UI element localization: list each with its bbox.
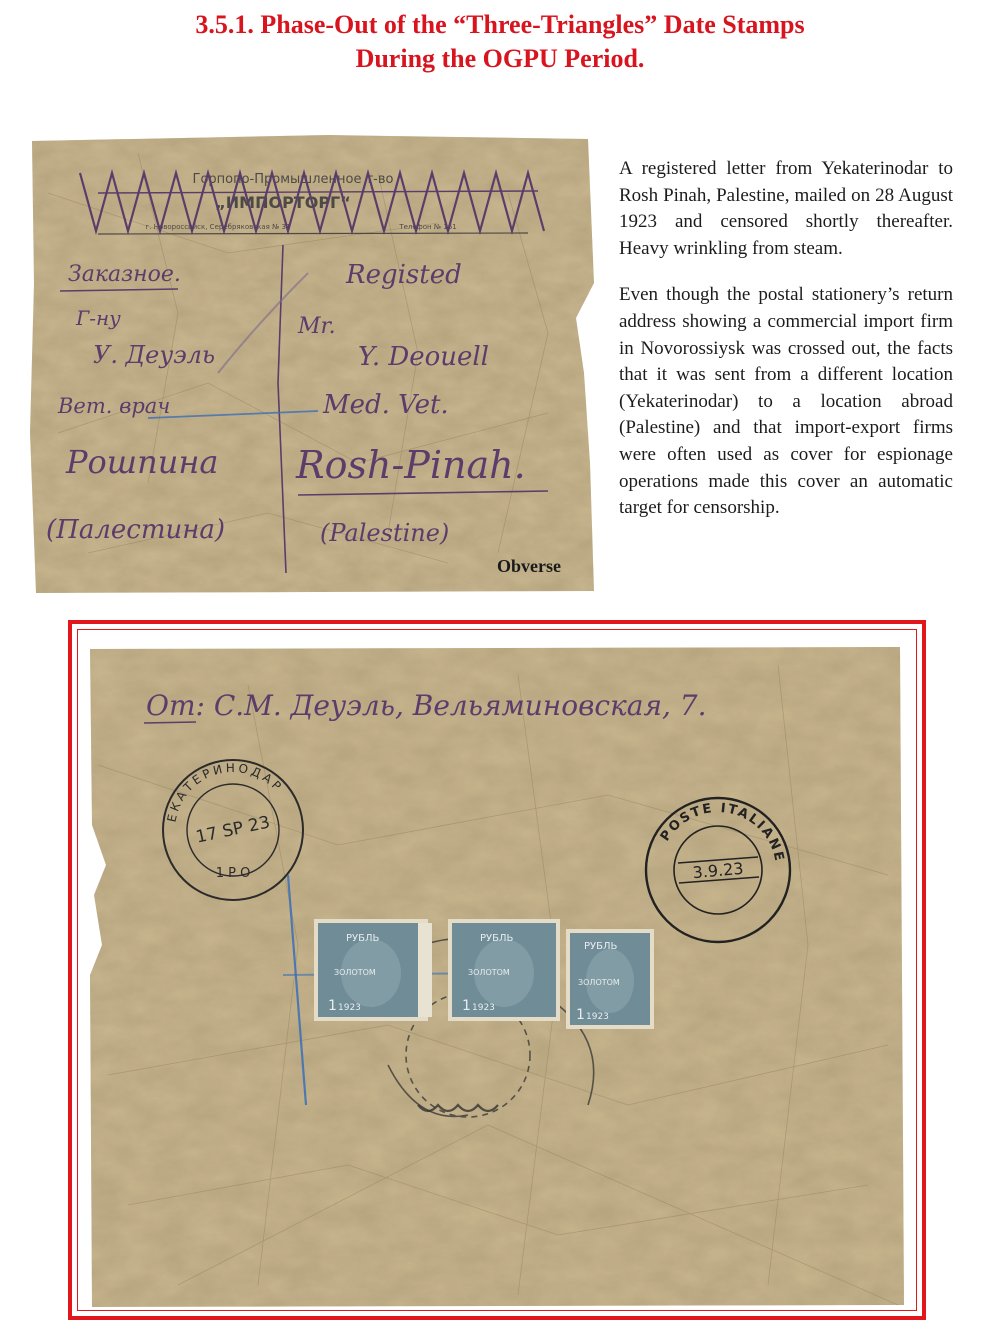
- registered-ru: Заказное.: [68, 262, 181, 287]
- page-title: [0, 8, 1000, 76]
- address-ru-city: Рошпина: [66, 443, 219, 481]
- stamp-3-year: 1923: [586, 1012, 609, 1022]
- postmark-italian-ring: POSTE ITALIANE: [657, 800, 787, 865]
- registered-en: Registed: [346, 260, 462, 290]
- letterhead-line-3: г. Новороссийск, Серебряковская № 31: [145, 223, 291, 231]
- stamp-1-caption: ЗОЛОТОМ: [334, 968, 376, 977]
- description: [619, 156, 953, 542]
- stamp-overprint-strip: [418, 923, 432, 1017]
- letterhead-line-1: Горпопо-Промышленное т-во: [192, 172, 394, 187]
- letterhead-line-2: „ИМПОРТОРГ“: [215, 193, 351, 212]
- letterhead-line-4: Телефон № 161: [399, 223, 457, 231]
- stamp-3-caption: ЗОЛОТОМ: [578, 978, 620, 987]
- stamp-strip: [314, 919, 654, 1029]
- stamp-2-value: 1: [462, 998, 471, 1014]
- postmark-russian-ring: ЕКАТЕРИНОДАР: [164, 760, 286, 824]
- postmark-russian-sub: 1 Р О: [215, 866, 251, 881]
- stamp-3-unit: РУБЛЬ: [584, 941, 618, 952]
- address-ru-country: (Палестина): [46, 515, 225, 545]
- description-paragraph-2: Even though the postal stationery’s return address showing a commercial import firm in Novorossiysk was crossed out, the facts that it was sent from a different location (Yekaterinodar) to a location abroad (Palestine) and that import-export firms were often used as cover for espionage operations made this cover an automatic target for censorship.: [619, 284, 953, 519]
- description-paragraph-1: A registered letter from Yekaterinodar to Rosh Pinah, Palestine, mailed on 28 August 1923 and censored shortly thereafter. Heavy wrinkling from steam.: [619, 158, 953, 259]
- stamp-1-unit: РУБЛЬ: [346, 933, 380, 944]
- address-en-city: Rosh-Pinah.: [296, 443, 526, 487]
- address-en-country: (Palestine): [320, 519, 450, 547]
- sender-address: От: С.М. Деуэль, Вельяминовская, 7.: [146, 689, 707, 722]
- stamp-2-caption: ЗОЛОТОМ: [468, 968, 510, 977]
- stamp-1-value: 1: [328, 998, 337, 1014]
- stamp-3-value: 1: [576, 1007, 585, 1023]
- address-ru-line-1: Г-ну: [76, 306, 121, 330]
- cover-obverse-drawing: [28, 133, 596, 595]
- page-title-line-2: During the OGPU Period.: [355, 44, 645, 73]
- stamp-2-year: 1923: [472, 1003, 495, 1013]
- cover-reverse-drawing: [88, 645, 906, 1310]
- address-ru-line-2: У. Деуэль: [93, 341, 216, 369]
- stamp-2-unit: РУБЛЬ: [480, 933, 514, 944]
- stamp-1-year: 1923: [338, 1003, 361, 1013]
- address-ru-line-3: Вет. врач: [58, 394, 171, 418]
- address-en-line-3: Med. Vet.: [323, 390, 449, 420]
- cover-obverse-image: [28, 133, 596, 595]
- postmark-italian-date: 3.9.23: [691, 858, 745, 883]
- address-en-line-1: Mr.: [298, 314, 336, 339]
- cover-reverse-image: [88, 645, 906, 1310]
- address-en-line-2: Y. Deouell: [358, 342, 489, 372]
- page-title-line-1: 3.5.1. Phase-Out of the “Three-Triangles” Date Stamps: [195, 10, 805, 39]
- obverse-label: Obverse: [497, 556, 561, 576]
- postmark-russian-date: 17 SP 23: [194, 812, 272, 848]
